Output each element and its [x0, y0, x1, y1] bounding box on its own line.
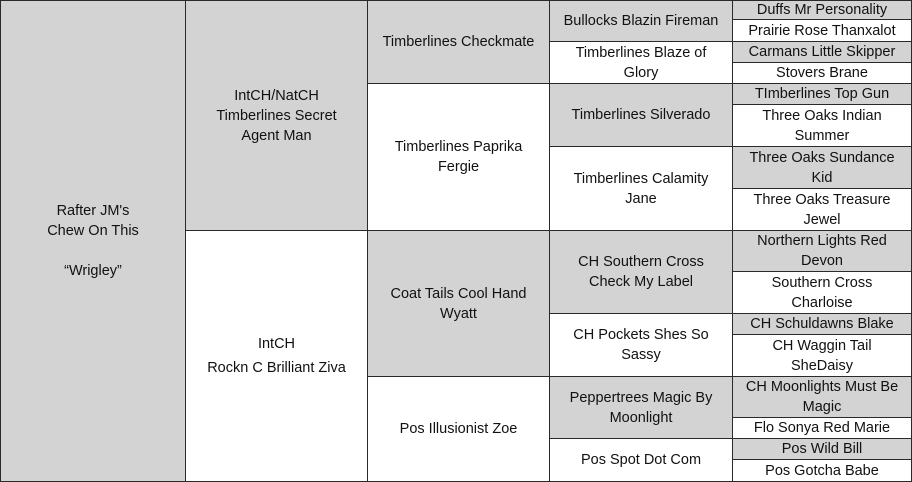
gen5-cell-15: Pos Wild Bill	[732, 438, 912, 460]
gen5-cell-8: Three Oaks Treasure Jewel	[732, 188, 912, 231]
gen4-cell-4: Timberlines Calamity Jane	[549, 146, 733, 231]
gen5-cell-4: Stovers Brane	[732, 62, 912, 84]
gen5-cell-12: CH Waggin Tail SheDaisy	[732, 334, 912, 377]
subject-nickname: “Wrigley”	[64, 263, 122, 279]
dam-cell	[185, 230, 368, 482]
gen5-cell-5: TImberlines Top Gun	[732, 83, 912, 105]
gen5-cell-6: Three Oaks Indian Summer	[732, 104, 912, 147]
sire-name: Timberlines Secret Agent Man	[216, 107, 337, 144]
subject-name-line2: Chew On This	[47, 223, 139, 239]
subject-cell	[0, 0, 186, 482]
gen5-cell-11: CH Schuldawns Blake	[732, 313, 912, 335]
gen5-cell-3: Carmans Little Skipper	[732, 41, 912, 63]
gen4-cell-7: Peppertrees Magic By Moonlight	[549, 376, 733, 439]
gen5-cell-7: Three Oaks Sundance Kid	[732, 146, 912, 189]
gen5-cell-14: Flo Sonya Red Marie	[732, 417, 912, 439]
dam-title: IntCH	[257, 336, 296, 352]
gen4-cell-2: Timberlines Blaze of Glory	[549, 41, 733, 84]
gen5-cell-16: Pos Gotcha Babe	[732, 459, 912, 482]
gen3-dam-dam: Pos Illusionist Zoe	[367, 376, 550, 482]
gen3-sire-sire: Timberlines Checkmate	[367, 0, 550, 84]
subject-name-line1: Rafter JM's	[56, 203, 130, 219]
gen5-cell-13: CH Moonlights Must Be Magic	[732, 376, 912, 418]
gen5-cell-10: Southern Cross Charloise	[732, 271, 912, 314]
gen4-cell-1: Bullocks Blazin Fireman	[549, 0, 733, 42]
sire-title: IntCH/NatCH	[234, 87, 319, 104]
gen5-cell-1: Duffs Mr Personality	[732, 0, 912, 20]
gen5-cell-9: Northern Lights Red Devon	[732, 230, 912, 272]
gen3-sire-dam: Timberlines Paprika Fergie	[367, 83, 550, 231]
gen4-cell-5: CH Southern Cross Check My Label	[549, 230, 733, 314]
gen5-cell-2: Prairie Rose Thanxalot	[732, 19, 912, 42]
sire-cell	[185, 0, 368, 231]
gen4-cell-8: Pos Spot Dot Com	[549, 438, 733, 482]
dam-name: Rockn C Brilliant Ziva	[207, 360, 346, 376]
gen3-dam-sire: Coat Tails Cool Hand Wyatt	[367, 230, 550, 377]
gen4-cell-3: Timberlines Silverado	[549, 83, 733, 147]
gen4-cell-6: CH Pockets Shes So Sassy	[549, 313, 733, 377]
